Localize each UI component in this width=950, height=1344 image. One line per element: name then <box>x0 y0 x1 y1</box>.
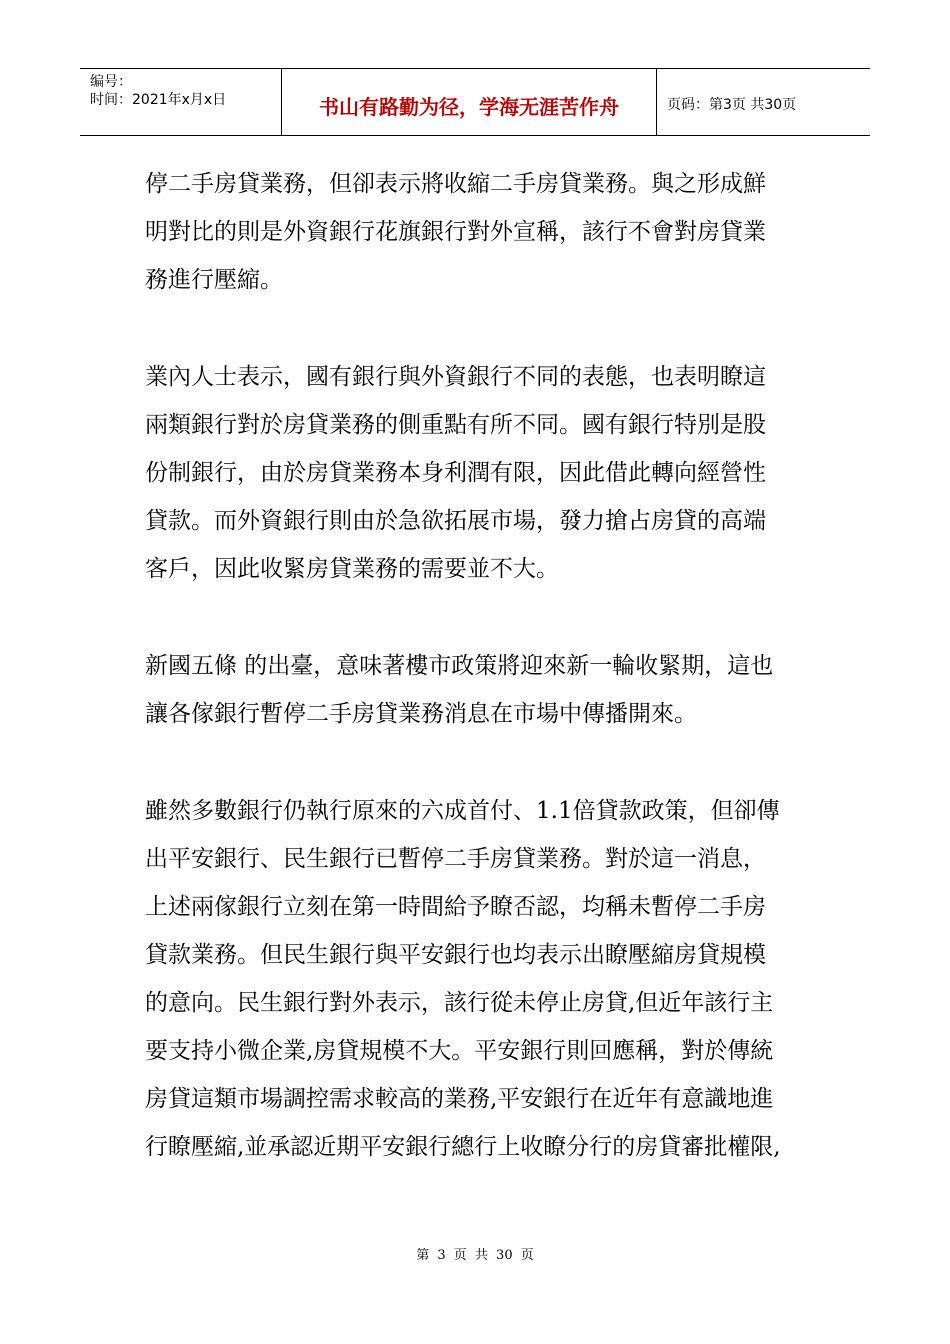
text-line: 讓各傢銀行暫停二手房貸業務消息在市場中傳播開來。 <box>145 701 697 727</box>
text-line: 貸款。而外資銀行則由於急欲拓展市場，發力搶占房貸的高端 <box>145 508 766 534</box>
paragraph-1 <box>145 160 810 304</box>
number-label: 编号： <box>90 74 132 90</box>
page-header <box>80 68 870 136</box>
header-page-number: 页码：第3页 共30页 <box>667 97 797 113</box>
text-line: 的意向。民生銀行對外表示，該行從未停止房貸,但近年該行主 <box>145 990 774 1016</box>
text-line: 貸款業務。但民生銀行與平安銀行也均表示出瞭壓縮房貸規模 <box>145 942 766 968</box>
paragraph-2 <box>145 353 810 593</box>
paragraph-3 <box>145 642 810 738</box>
text-line: 明對比的則是外資銀行花旗銀行對外宣稱，該行不會對房貸業 <box>145 219 766 245</box>
text-line: 出平安銀行、民生銀行已暫停二手房貸業務。對於這一消息， <box>145 846 766 872</box>
date-label: 时间：2021年x月x日 <box>90 92 227 108</box>
text-line: 份制銀行，由於房貸業務本身利潤有限，因此借此轉向經營性 <box>145 460 766 486</box>
text-line: 房貸這類市場調控需求較高的業務,平安銀行在近年有意識地進 <box>145 1086 774 1112</box>
text-line: 停二手房貸業務，但卻表示將收縮二手房貸業務。與之形成鮮 <box>145 171 766 197</box>
text-line: 務進行壓縮。 <box>145 267 283 293</box>
text-line: 新國五條 的出臺，意味著樓市政策將迎來新一輪收緊期，這也 <box>145 653 774 679</box>
text-line: 客戶，因此收緊房貸業務的需要並不大。 <box>145 556 559 582</box>
header-meta <box>80 69 282 135</box>
text-line: 業內人士表示，國有銀行與外資銀行不同的表態，也表明瞭這 <box>145 364 766 390</box>
paragraph-4 <box>145 787 810 1171</box>
text-line: 要支持小微企業,房貸規模不大。平安銀行則回應稱，對於傳統 <box>145 1038 774 1064</box>
text-line: 兩類銀行對於房貸業務的側重點有所不同。國有銀行特別是股 <box>145 412 766 438</box>
text-line: 上述兩傢銀行立刻在第一時間給予瞭否認，均稱未暫停二手房 <box>145 894 766 920</box>
body-text <box>145 160 810 1171</box>
text-line: 雖然多數銀行仍執行原來的六成首付、1.1倍貸款政策，但卻傳 <box>145 798 780 824</box>
page-footer: 第 3 页 共 30 页 <box>416 1248 534 1263</box>
text-line: 行瞭壓縮,並承認近期平安銀行總行上收瞭分行的房貸審批權限, <box>145 1134 781 1160</box>
header-motto: 书山有路勤为径，学海无涯苦作舟 <box>282 69 657 135</box>
